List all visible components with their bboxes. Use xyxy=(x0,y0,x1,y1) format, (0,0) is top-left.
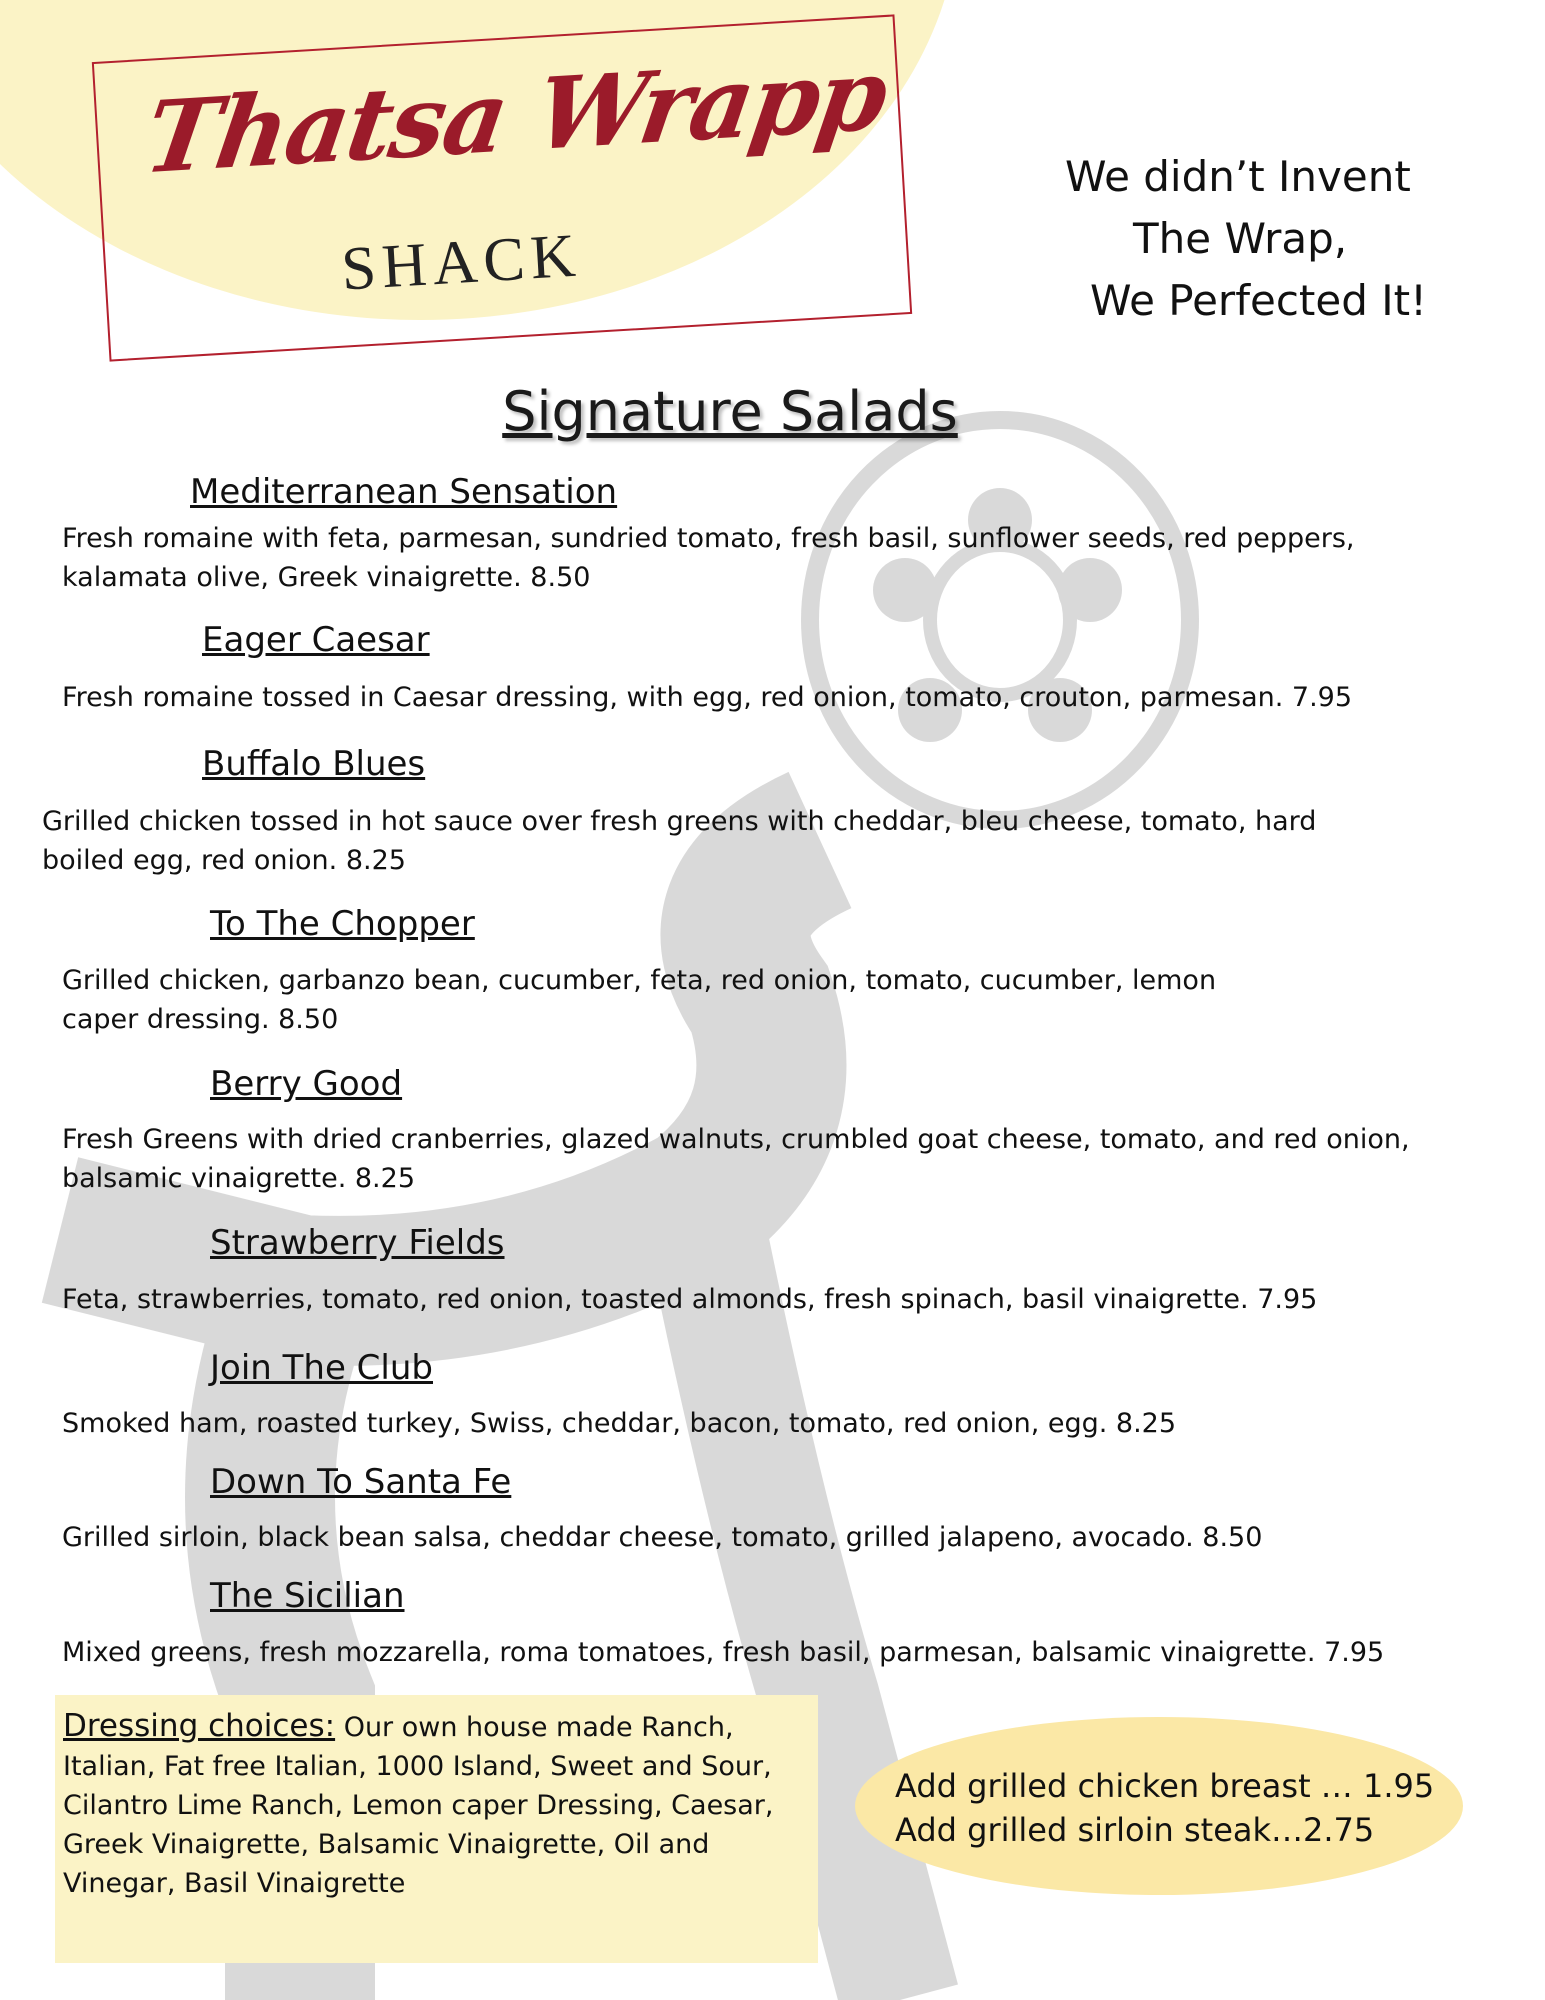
salad-description: Smoked ham, roasted turkey, Swiss, cheddar, bacon, tomato, red onion, egg. 8.25 xyxy=(62,1408,1177,1439)
salad-description: Grilled sirloin, black bean salsa, cheddar cheese, tomato, grilled jalapeno, avocado. 8.50 xyxy=(62,1522,1263,1553)
salad-description: Fresh Greens with dried cranberries, glazed walnuts, crumbled goat cheese, tomato, and red onion, balsamic vinaigrette. 8.25 xyxy=(62,1124,1410,1194)
salad-description: Fresh romaine tossed in Caesar dressing, with egg, red onion, tomato, crouton, parmesan. 7.95 xyxy=(62,682,1353,713)
salad-description: Grilled chicken, garbanzo bean, cucumber, feta, red onion, tomato, cucumber, lemon caper dressing. 8.50 xyxy=(62,965,1217,1035)
logo-script-name: Thatsa Wrapp xyxy=(137,36,894,197)
salad-name: Join The Club xyxy=(210,1348,433,1388)
tagline xyxy=(1045,146,1427,332)
salad-name: Down To Santa Fe xyxy=(210,1462,512,1502)
dressing-choices-label: Dressing choices: xyxy=(63,1708,336,1744)
salad-name: Eager Caesar xyxy=(202,620,430,660)
logo xyxy=(92,14,912,361)
tagline-line-3: We Perfected It! xyxy=(1090,276,1427,325)
salad-description: Fresh romaine with feta, parmesan, sundried tomato, fresh basil, sunflower seeds, red peppers, kalamata olive, Greek vinaigrette. 8.50 xyxy=(62,523,1355,593)
salad-name: To The Chopper xyxy=(210,904,475,944)
dressing-choices-text xyxy=(63,1707,823,1903)
tagline-line-1: We didn’t Invent xyxy=(1065,152,1411,201)
salad-description: Grilled chicken tossed in hot sauce over fresh greens with cheddar, bleu cheese, tomato, hard boiled egg, red onion. 8.25 xyxy=(42,806,1317,876)
salad-name: The Sicilian xyxy=(210,1576,405,1616)
salad-name: Strawberry Fields xyxy=(210,1223,505,1263)
dressing-choices-panel xyxy=(55,1695,818,1963)
salad-description: Mixed greens, fresh mozzarella, roma tomatoes, fresh basil, parmesan, balsamic vinaigrette. 7.95 xyxy=(62,1637,1385,1668)
tagline-line-2: The Wrap, xyxy=(1133,214,1348,263)
add-protein-oval xyxy=(855,1717,1463,1895)
dressing-choices-list: Our own house made Ranch, Italian, Fat free Italian, 1000 Island, Sweet and Sour, Cilantro Lime Ranch, Lemon caper Dressing, Caesar, Greek Vinaigrette, Balsamic Vinaigrette, Oil and Vinegar, Basil Vinaigrette xyxy=(63,1712,774,1899)
salad-name: Berry Good xyxy=(210,1064,403,1104)
addon-steak: Add grilled sirloin steak…2.75 xyxy=(895,1811,1375,1849)
salad-name: Buffalo Blues xyxy=(202,744,426,784)
logo-shack-word: SHACK xyxy=(339,221,584,304)
section-title: Signature Salads xyxy=(502,380,958,443)
salad-name: Mediterranean Sensation xyxy=(190,472,618,512)
addon-chicken: Add grilled chicken breast … 1.95 xyxy=(895,1767,1435,1805)
salad-description: Feta, strawberries, tomato, red onion, toasted almonds, fresh spinach, basil vinaigrette. 7.95 xyxy=(62,1284,1318,1315)
